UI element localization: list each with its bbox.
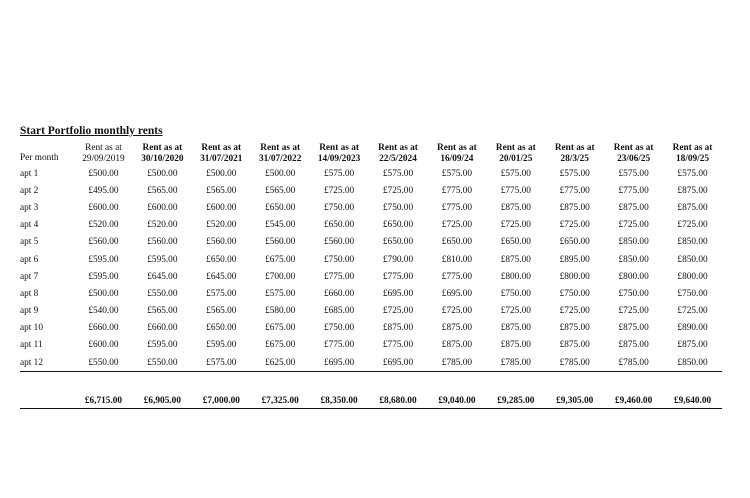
rent-cell: £725.00: [323, 185, 355, 196]
rent-cell: £650.00: [382, 237, 414, 248]
row-header-label: Per month: [20, 153, 59, 163]
rent-cell: £775.00: [323, 271, 355, 282]
rent-cell: £700.00: [265, 271, 296, 282]
rent-cell: £800.00: [677, 271, 708, 282]
rent-cell: £875.00: [500, 202, 531, 213]
column-header: [251, 138, 310, 165]
table-row: [20, 234, 722, 251]
rent-cell: £775.00: [441, 271, 473, 282]
total-cell: £8,350.00: [310, 394, 369, 409]
rent-cell: £750.00: [559, 288, 590, 299]
row-label: apt 3: [20, 202, 39, 213]
rent-cell: £750.00: [618, 288, 649, 299]
column-header-label: Rent as at: [613, 143, 654, 153]
rent-cell: £875.00: [559, 340, 590, 351]
rent-cell: £785.00: [427, 354, 486, 372]
rent-cell: £560.00: [265, 237, 296, 248]
total-cell: £7,000.00: [192, 394, 251, 409]
rent-cell: £725.00: [500, 220, 531, 231]
rent-cell: £875.00: [500, 323, 531, 334]
rent-cell: £600.00: [147, 202, 178, 213]
rent-cell: £695.00: [310, 354, 369, 372]
rent-cell: £550.00: [133, 354, 192, 372]
rent-cell: £500.00: [88, 168, 119, 179]
rent-cell: £650.00: [500, 237, 531, 248]
rent-cell: £520.00: [206, 220, 237, 231]
rent-cell: £595.00: [206, 340, 237, 351]
rent-cell: £785.00: [604, 354, 663, 372]
rent-cell: £875.00: [677, 185, 708, 196]
table-row: [20, 303, 722, 320]
column-header-date: 23/06/25: [617, 154, 651, 164]
rent-cell: £650.00: [441, 237, 473, 248]
rent-cell: £600.00: [206, 202, 237, 213]
rent-cell: £500.00: [88, 288, 119, 299]
rent-cell: £725.00: [441, 220, 473, 231]
column-header: [545, 138, 604, 165]
rent-cell: £580.00: [265, 306, 296, 317]
rent-cell: £850.00: [618, 237, 649, 248]
column-header: [486, 138, 545, 165]
rent-cell: £575.00: [441, 168, 473, 179]
rent-cell: £560.00: [88, 237, 119, 248]
rent-cell: £520.00: [147, 220, 178, 231]
rent-cell: £645.00: [206, 271, 237, 282]
total-cell: £8,680.00: [369, 394, 428, 409]
rent-cell: £875.00: [559, 323, 590, 334]
rent-cell: £750.00: [323, 323, 355, 334]
rent-cell: £875.00: [677, 340, 708, 351]
rent-cell: £725.00: [382, 306, 414, 317]
rent-cell: £595.00: [88, 271, 119, 282]
rent-cell: £660.00: [323, 288, 355, 299]
rent-cell: £725.00: [500, 306, 531, 317]
rent-cell: £600.00: [88, 202, 119, 213]
column-header-date: 30/10/2020: [141, 154, 184, 164]
column-header-label: Rent as at: [495, 143, 536, 153]
column-header-label: Rent as at: [672, 143, 713, 153]
total-cell: £7,325.00: [251, 394, 310, 409]
rent-cell: £500.00: [265, 168, 296, 179]
rent-cell: £560.00: [206, 237, 237, 248]
row-label: apt 10: [20, 323, 43, 334]
row-label: apt 11: [20, 340, 43, 351]
rent-cell: £785.00: [545, 354, 604, 372]
totals-table: [20, 394, 722, 409]
total-cell: £6,715.00: [74, 394, 133, 409]
rent-sheet: [20, 124, 722, 409]
rent-cell: £695.00: [369, 354, 428, 372]
column-header-date: 31/07/2021: [200, 154, 243, 164]
rent-cell: £565.00: [147, 185, 178, 196]
rent-cell: £695.00: [441, 288, 473, 299]
rent-cell: £750.00: [323, 254, 355, 265]
rent-cell: £750.00: [323, 202, 355, 213]
rent-cell: £565.00: [265, 185, 296, 196]
rent-cell: £660.00: [88, 323, 119, 334]
rent-cell: £725.00: [559, 220, 590, 231]
rent-cell: £500.00: [147, 168, 178, 179]
column-header-date: 16/09/24: [440, 154, 474, 164]
table-row: [20, 320, 722, 337]
row-label: apt 6: [20, 254, 39, 265]
rent-cell: £650.00: [559, 237, 590, 248]
rent-cell: £725.00: [618, 220, 649, 231]
header-row: [20, 138, 722, 165]
column-header-date: 14/09/2023: [317, 154, 361, 164]
rent-cell: £540.00: [88, 306, 119, 317]
rent-cell: £520.00: [88, 220, 119, 231]
row-label: apt 12: [20, 354, 74, 372]
rent-cell: £775.00: [382, 271, 414, 282]
rent-cell: £560.00: [147, 237, 178, 248]
rent-cell: £550.00: [147, 288, 178, 299]
sheet-title: Start Portfolio monthly rents: [20, 125, 163, 137]
rent-cell: £875.00: [382, 323, 414, 334]
rent-cell: £625.00: [251, 354, 310, 372]
rent-cell: £660.00: [147, 323, 178, 334]
total-cell: £6,905.00: [133, 394, 192, 409]
rent-cell: £775.00: [323, 340, 355, 351]
rent-cell: £785.00: [486, 354, 545, 372]
rent-cell: £775.00: [618, 185, 649, 196]
rent-cell: £875.00: [618, 323, 649, 334]
rent-cell: £800.00: [559, 271, 590, 282]
rent-cell: £695.00: [382, 288, 414, 299]
rent-cell: £725.00: [677, 220, 708, 231]
column-header-label: Rent as at: [85, 143, 122, 153]
column-header: [310, 138, 369, 165]
rent-cell: £650.00: [382, 220, 414, 231]
rent-cell: £750.00: [500, 288, 531, 299]
rent-cell: £850.00: [677, 254, 708, 265]
column-header-label: Rent as at: [378, 143, 418, 153]
rent-cell: £875.00: [618, 340, 649, 351]
rent-cell: £875.00: [677, 202, 708, 213]
column-header-date: 29/09/2019: [82, 154, 125, 164]
rent-cell: £775.00: [441, 185, 473, 196]
rent-cell: £645.00: [147, 271, 178, 282]
column-header-date: 20/01/25: [499, 154, 533, 164]
rent-cell: £575.00: [618, 168, 649, 179]
column-header: [369, 138, 428, 165]
rent-cell: £575.00: [559, 168, 590, 179]
table-row: [20, 251, 722, 268]
rent-cell: £750.00: [382, 202, 414, 213]
column-header-label: Rent as at: [437, 143, 477, 153]
rent-cell: £575.00: [382, 168, 414, 179]
rent-cell: £895.00: [559, 254, 590, 265]
rent-cell: £775.00: [441, 202, 473, 213]
rent-cell: £595.00: [88, 254, 119, 265]
rent-cell: £565.00: [206, 306, 237, 317]
column-header: [427, 138, 486, 165]
rent-cell: £650.00: [206, 254, 237, 265]
rent-cell: £810.00: [441, 254, 473, 265]
rent-cell: £875.00: [500, 254, 531, 265]
rent-cell: £725.00: [441, 306, 473, 317]
column-header: [604, 138, 663, 165]
rent-cell: £800.00: [500, 271, 531, 282]
row-label: apt 8: [20, 288, 39, 299]
column-header-date: 28/3/25: [560, 154, 589, 164]
rent-cell: £575.00: [206, 288, 237, 299]
rent-cell: £890.00: [677, 323, 708, 334]
rent-cell: £650.00: [265, 202, 296, 213]
row-label: apt 5: [20, 237, 39, 248]
rent-cell: £595.00: [147, 340, 178, 351]
rent-cell: £575.00: [677, 168, 708, 179]
rent-cell: £650.00: [206, 323, 237, 334]
column-header-label: Rent as at: [201, 143, 242, 153]
column-header-date: 22/5/2024: [379, 154, 417, 164]
column-header: [74, 138, 133, 165]
table-body: [20, 165, 722, 372]
rent-cell: £575.00: [265, 288, 296, 299]
rent-cell: £875.00: [559, 202, 590, 213]
rent-cell: £775.00: [559, 185, 590, 196]
rent-cell: £600.00: [88, 340, 119, 351]
totals-spacer: [20, 394, 74, 409]
rent-cell: £725.00: [618, 306, 649, 317]
column-header-date: 31/07/2022: [259, 154, 302, 164]
table-row: [20, 337, 722, 354]
rent-cell: £575.00: [500, 168, 531, 179]
rent-cell: £500.00: [206, 168, 237, 179]
table-row: [20, 268, 722, 285]
rent-cell: £775.00: [500, 185, 531, 196]
column-header-label: Rent as at: [142, 143, 183, 153]
total-cell: £9,285.00: [486, 394, 545, 409]
rent-cell: £560.00: [323, 237, 355, 248]
rent-cell: £685.00: [323, 306, 355, 317]
rent-cell: £675.00: [265, 254, 296, 265]
rent-cell: £550.00: [74, 354, 133, 372]
table-row: [20, 217, 722, 234]
rent-cell: £850.00: [677, 237, 708, 248]
rent-cell: £725.00: [382, 185, 414, 196]
total-cell: £9,460.00: [604, 394, 663, 409]
column-header: [133, 138, 192, 165]
rent-cell: £675.00: [265, 323, 296, 334]
table-row: [20, 165, 722, 182]
rent-cell: £595.00: [147, 254, 178, 265]
rent-cell: £565.00: [147, 306, 178, 317]
column-header-label: Rent as at: [319, 143, 359, 153]
table-row: [20, 354, 722, 372]
totals-row: [20, 394, 722, 409]
total-cell: £9,040.00: [427, 394, 486, 409]
rent-cell: £850.00: [663, 354, 722, 372]
rent-cell: £545.00: [265, 220, 296, 231]
rent-cell: £790.00: [382, 254, 414, 265]
rent-cell: £875.00: [500, 340, 531, 351]
rent-cell: £725.00: [559, 306, 590, 317]
rent-cell: £650.00: [323, 220, 355, 231]
column-header: [663, 138, 722, 165]
row-label: apt 1: [20, 168, 39, 179]
column-header-label: Rent as at: [260, 143, 301, 153]
rent-cell: £775.00: [382, 340, 414, 351]
rent-cell: £875.00: [441, 340, 473, 351]
rent-cell: £850.00: [618, 254, 649, 265]
row-label: apt 4: [20, 220, 39, 231]
column-header-date: 18/09/25: [676, 154, 710, 164]
row-label: apt 9: [20, 306, 39, 317]
rent-cell: £800.00: [618, 271, 649, 282]
row-label: apt 2: [20, 185, 39, 196]
rent-cell: £875.00: [618, 202, 649, 213]
total-cell: £9,640.00: [663, 394, 722, 409]
rent-cell: £725.00: [677, 306, 708, 317]
rent-cell: £565.00: [206, 185, 237, 196]
row-label: apt 7: [20, 271, 39, 282]
total-cell: £9,305.00: [545, 394, 604, 409]
table-row: [20, 285, 722, 302]
column-header-label: Rent as at: [554, 143, 595, 153]
rent-cell: £750.00: [677, 288, 708, 299]
column-header: [192, 138, 251, 165]
table-row: [20, 182, 722, 199]
rent-table: [20, 138, 722, 372]
table-row: [20, 199, 722, 216]
rent-cell: £675.00: [265, 340, 296, 351]
rent-cell: £495.00: [88, 185, 119, 196]
rent-cell: £575.00: [323, 168, 355, 179]
rent-cell: £875.00: [441, 323, 473, 334]
rent-cell: £575.00: [192, 354, 251, 372]
